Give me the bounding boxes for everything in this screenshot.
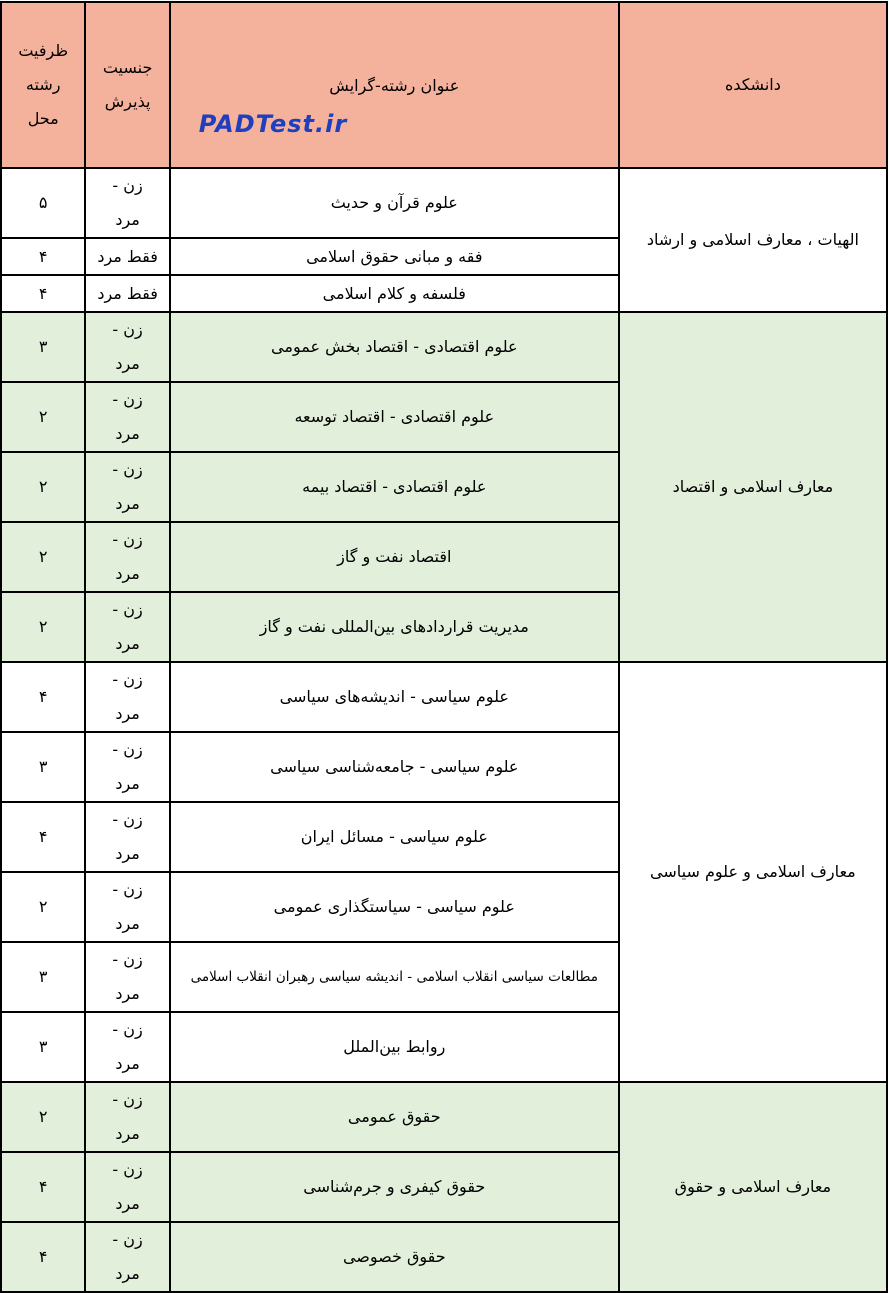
gender-line-a: زن - <box>112 600 143 619</box>
gender-line-b: مرد <box>115 424 140 443</box>
gender-cell: فقط مرد <box>85 275 169 312</box>
gender-cell <box>85 452 169 522</box>
title-cell: حقوق عمومی <box>170 1082 619 1152</box>
title-cell: علوم اقتصادی - اقتصاد بیمه <box>170 452 619 522</box>
title-cell: علوم سیاسی - سیاستگذاری عمومی <box>170 872 619 942</box>
table-header-row <box>1 2 887 168</box>
gender-line-a: زن - <box>112 880 143 899</box>
gender-line-b: مرد <box>115 1124 140 1143</box>
title-cell: فقه و مبانی حقوق اسلامی <box>170 238 619 275</box>
header-capacity-line3: محل <box>27 109 59 128</box>
faculty-cell: معارف اسلامی و علوم سیاسی <box>619 662 887 1082</box>
capacity-cell: ۴ <box>1 1222 85 1292</box>
gender-line-a: زن - <box>112 740 143 759</box>
gender-cell <box>85 522 169 592</box>
title-cell: فلسفه و کلام اسلامی <box>170 275 619 312</box>
gender-cell <box>85 592 169 662</box>
header-capacity <box>1 2 85 168</box>
gender-line-b: مرد <box>115 1054 140 1073</box>
header-capacity-line2: رشته <box>25 75 61 94</box>
header-title <box>170 2 619 168</box>
gender-line-a: زن - <box>112 176 143 195</box>
gender-cell <box>85 802 169 872</box>
table-row <box>1 662 887 732</box>
gender-cell <box>85 1152 169 1222</box>
gender-line-b: مرد <box>115 844 140 863</box>
capacity-cell: ۳ <box>1 1012 85 1082</box>
gender-line-a: زن - <box>112 1230 143 1249</box>
gender-cell <box>85 872 169 942</box>
gender-line-a: زن - <box>112 320 143 339</box>
gender-line-b: مرد <box>115 914 140 933</box>
gender-cell <box>85 942 169 1012</box>
header-title-label: عنوان رشته-گرایش <box>329 76 460 95</box>
title-cell: مدیریت قراردادهای بین‌المللی نفت و گاز <box>170 592 619 662</box>
title-cell: علوم قرآن و حدیث <box>170 168 619 238</box>
capacity-cell: ۲ <box>1 452 85 522</box>
gender-line-b: مرد <box>115 1194 140 1213</box>
capacity-cell: ۳ <box>1 732 85 802</box>
faculty-cell: الهیات ، معارف اسلامی و ارشاد <box>619 168 887 312</box>
capacity-cell: ۴ <box>1 238 85 275</box>
gender-line-b: مرد <box>115 564 140 583</box>
gender-line-b: مرد <box>115 774 140 793</box>
gender-line-b: مرد <box>115 634 140 653</box>
gender-line-a: زن - <box>112 950 143 969</box>
capacity-cell: ۳ <box>1 942 85 1012</box>
header-gender-line1: جنسیت <box>102 58 153 77</box>
gender-cell <box>85 732 169 802</box>
gender-line-b: مرد <box>115 984 140 1003</box>
capacity-cell: ۲ <box>1 522 85 592</box>
table-row <box>1 168 887 238</box>
faculty-cell: معارف اسلامی و اقتصاد <box>619 312 887 662</box>
table-row <box>1 312 887 382</box>
gender-line-b: مرد <box>115 210 140 229</box>
capacity-cell: ۳ <box>1 312 85 382</box>
gender-cell <box>85 168 169 238</box>
gender-line-a: زن - <box>112 530 143 549</box>
header-faculty-label: دانشکده <box>724 75 781 94</box>
majors-capacity-table <box>0 1 888 1293</box>
gender-cell <box>85 1222 169 1292</box>
capacity-cell: ۴ <box>1 802 85 872</box>
header-capacity-line1: ظرفیت <box>18 41 69 60</box>
capacity-cell: ۴ <box>1 275 85 312</box>
gender-line-b: مرد <box>115 704 140 723</box>
title-cell: حقوق خصوصی <box>170 1222 619 1292</box>
gender-cell <box>85 382 169 452</box>
gender-line-b: مرد <box>115 1264 140 1283</box>
gender-line-a: زن - <box>112 810 143 829</box>
title-cell: علوم اقتصادی - اقتصاد توسعه <box>170 382 619 452</box>
table-row <box>1 1082 887 1152</box>
gender-line-a: زن - <box>112 1160 143 1179</box>
gender-cell <box>85 1012 169 1082</box>
faculty-cell: معارف اسلامی و حقوق <box>619 1082 887 1292</box>
header-gender <box>85 2 169 168</box>
gender-line-b: مرد <box>115 494 140 513</box>
gender-line-a: زن - <box>112 670 143 689</box>
capacity-cell: ۴ <box>1 1152 85 1222</box>
gender-line-a: زن - <box>112 460 143 479</box>
capacity-cell: ۲ <box>1 872 85 942</box>
title-cell: علوم اقتصادی - اقتصاد بخش عمومی <box>170 312 619 382</box>
gender-cell <box>85 662 169 732</box>
title-cell: علوم سیاسی - اندیشه‌های سیاسی <box>170 662 619 732</box>
gender-line-a: زن - <box>112 1090 143 1109</box>
capacity-cell: ۵ <box>1 168 85 238</box>
header-gender-line2: پذیرش <box>104 92 151 111</box>
header-faculty <box>619 2 887 168</box>
capacity-cell: ۴ <box>1 662 85 732</box>
gender-line-a: زن - <box>112 390 143 409</box>
title-cell: مطالعات سیاسی انقلاب اسلامی - اندیشه سیاسی رهبران انقلاب اسلامی <box>170 942 619 1012</box>
title-cell: علوم سیاسی - مسائل ایران <box>170 802 619 872</box>
gender-cell <box>85 1082 169 1152</box>
title-cell: روابط بین‌الملل <box>170 1012 619 1082</box>
gender-line-a: زن - <box>112 1020 143 1039</box>
title-cell: علوم سیاسی - جامعه‌شناسی سیاسی <box>170 732 619 802</box>
capacity-cell: ۲ <box>1 382 85 452</box>
title-cell: اقتصاد نفت و گاز <box>170 522 619 592</box>
gender-cell <box>85 312 169 382</box>
capacity-cell: ۲ <box>1 1082 85 1152</box>
gender-line-b: مرد <box>115 354 140 373</box>
watermark-logo: PADTest.ir <box>198 110 348 138</box>
capacity-cell: ۲ <box>1 592 85 662</box>
gender-cell: فقط مرد <box>85 238 169 275</box>
title-cell: حقوق کیفری و جرم‌شناسی <box>170 1152 619 1222</box>
